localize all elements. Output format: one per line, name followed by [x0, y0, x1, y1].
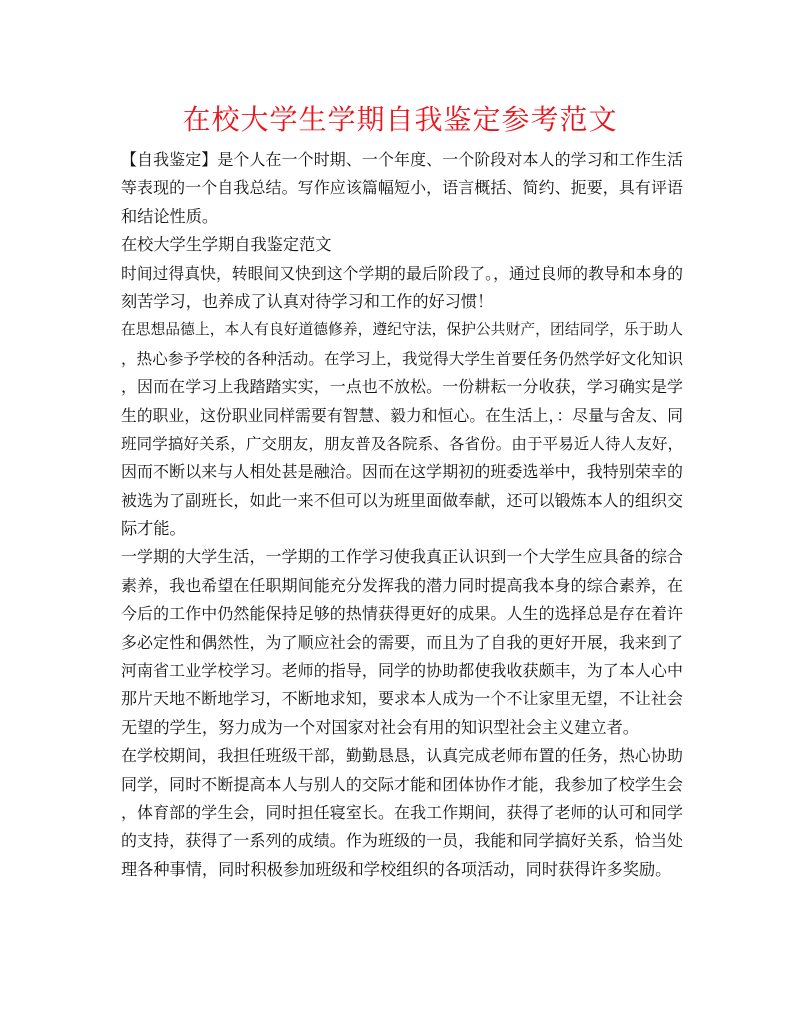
text-line-1: 【自我鉴定】是个人在一个时期、一个年度、一个阶段对本人的学习和工作生活: [121, 150, 683, 169]
text-line-14: 际才能。: [121, 519, 186, 539]
text-line-15: 一学期的大学生活，一学期的工作学习使我真正认识到一个大学生应具备的综合: [121, 547, 683, 567]
text-line-23: 同学，同时不断提高本人与别人的交际才能和团体协作才能，我参加了校学生会: [121, 774, 683, 794]
text-line-8: ，热心参予学校的各种活动。在学习上，我觉得大学生首要任务仍然学好文化知识: [121, 349, 683, 368]
text-line-24: ，体育部的学生会，同时担任寝室长。在我工作期间，获得了老师的认可和同学: [121, 802, 683, 822]
text-line-21: 无望的学生，努力成为一个对国家对社会有用的知识型社会主义建立者。: [121, 717, 639, 737]
text-line-13: 被选为了副班长，如此一来不但可以为班里面做奉献，还可以锻炼本人的组织交: [121, 490, 683, 510]
text-line-19: 河南省工业学校学习。老师的指导，同学的协助都使我收获颇丰，为了本人心中: [121, 661, 683, 681]
text-line-12: 因而不断以来与人相处甚是融洽。因而在这学期初的班委选举中，我特别荣幸的: [121, 462, 683, 482]
text-line-9: ，因而在学习上我踏踏实实，一点也不放松。一份耕耘一分收获，学习确实是学: [121, 377, 683, 397]
text-line-25: 的支持，获得了一系列的成绩。作为班级的一员，我能和同学搞好关系，恰当处: [121, 831, 683, 851]
document-title: 在校大学生学期自我鉴定参考范文: [182, 103, 618, 136]
section-heading: 在校大学生学期自我鉴定范文: [121, 235, 332, 255]
text-line-18: 多必定性和偶然性，为了顺应社会的需要，而且为了自我的更好开展，我来到了: [121, 632, 683, 652]
text-line-2: 等表现的一个自我总结。写作应该篇幅短小，语言概括、简约、扼要，具有评语: [121, 178, 683, 198]
text-line-5: 时间过得真快，转眼间又快到这个学期的最后阶段了。，通过良师的教导和本身的: [121, 263, 683, 283]
text-line-26: 理各种事情，同时积极参加班级和学校组织的各项活动，同时获得许多奖励。: [121, 859, 672, 879]
text-line-17: 今后的工作中仍然能保持足够的热情获得更好的成果。人生的选择总是存在着许: [121, 604, 683, 624]
text-line-6: 刻苦学习，也养成了认真对待学习和工作的好习惯！: [121, 291, 494, 311]
text-line-11: 班同学搞好关系，广交朋友，朋友普及各院系、各省份。由于平易近人待人友好，: [121, 434, 683, 453]
text-line-16: 素养，我也希望在任职期间能充分发挥我的潜力同时提高我本身的综合素养，在: [121, 575, 683, 595]
text-line-10: 生的职业，这份职业同样需要有智慧、毅力和恒心。在生活上，：尽量与舍友、同: [121, 405, 683, 425]
document-body: [121, 146, 683, 884]
text-line-3: 和结论性质。: [121, 206, 219, 226]
text-line-7: 在思想品德上，本人有良好道德修养，遵纪守法，保护公共财产，团结同学，乐于助人: [121, 321, 683, 339]
text-line-22: 在学校期间，我担任班级干部，勤勤恳恳，认真完成老师布置的任务，热心协助: [121, 746, 683, 766]
text-line-20: 那片天地不断地学习，不断地求知，要求本人成为一个不让家里无望，不让社会: [121, 689, 683, 709]
